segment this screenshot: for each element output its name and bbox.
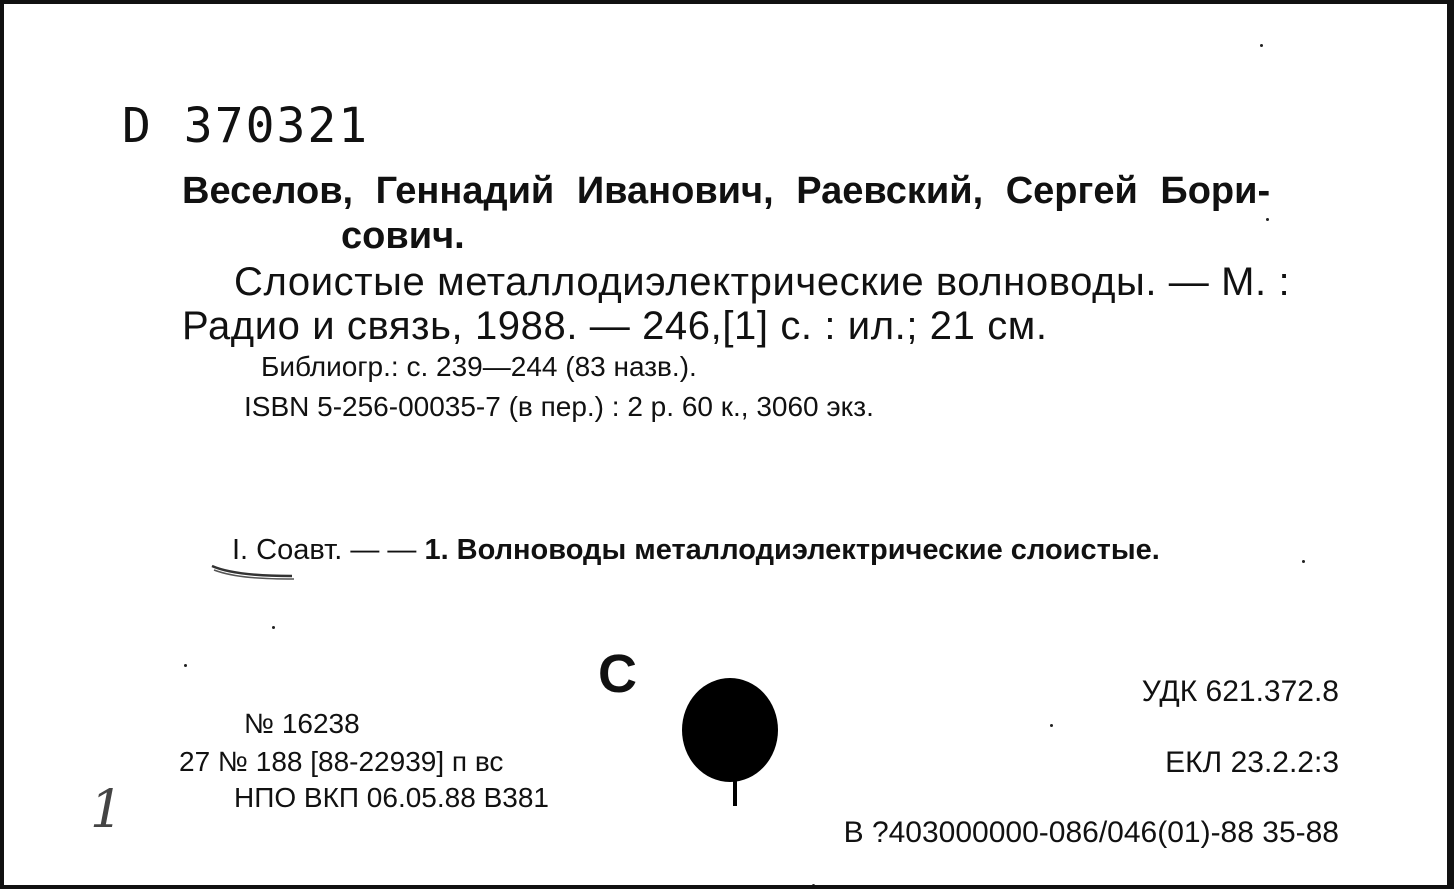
punch-hole bbox=[682, 678, 778, 782]
subject-line bbox=[232, 536, 1160, 565]
speck bbox=[1302, 560, 1305, 563]
speck bbox=[272, 626, 275, 629]
subject-heading: 1. Волноводы металлодиэлектрические слоистые. bbox=[424, 534, 1160, 566]
speck bbox=[1266, 218, 1269, 221]
ekl-code: ЕКЛ 23.2.2:3 bbox=[1165, 746, 1339, 779]
punch-hole-tail bbox=[733, 776, 737, 806]
speck bbox=[1050, 724, 1053, 727]
printer-info: НПО ВКП 06.05.88 В381 bbox=[234, 782, 549, 813]
title-line-2: Радио и связь, 1988. — 246,[1] с. : ил.; 21 см. bbox=[182, 304, 1048, 348]
subject-prefix: I. Соавт. — — bbox=[232, 534, 425, 566]
isbn-line: ISBN 5-256-00035-7 (в пер.) : 2 р. 60 к., 3060 экз. bbox=[244, 391, 874, 422]
speck bbox=[1260, 44, 1263, 47]
classification-letter: С bbox=[598, 644, 637, 704]
stamp-code: D 370321 bbox=[122, 98, 370, 154]
bibliography-note: Библиогр.: с. 239—244 (83 назв.). bbox=[261, 351, 697, 382]
title-line-1: Слоистые металлодиэлектрические волноводы. — М. : bbox=[234, 260, 1291, 304]
pencil-underline bbox=[210, 562, 300, 582]
udk-code: УДК 621.372.8 bbox=[1141, 675, 1339, 708]
authors-line-2: сович. bbox=[341, 215, 465, 257]
handwritten-number: 1 bbox=[90, 780, 124, 840]
authors-line-1: Веселов, Геннадий Иванович, Раевский, Сергей Бори- bbox=[182, 170, 1271, 212]
speck bbox=[184, 664, 187, 667]
card-number: № 16238 bbox=[244, 708, 360, 739]
order-info: 27 № 188 [88-22939] п вс bbox=[179, 746, 504, 777]
bbk-code: В ?403000000-086/046(01)-88 35-88 bbox=[843, 816, 1339, 849]
speck bbox=[812, 884, 815, 887]
